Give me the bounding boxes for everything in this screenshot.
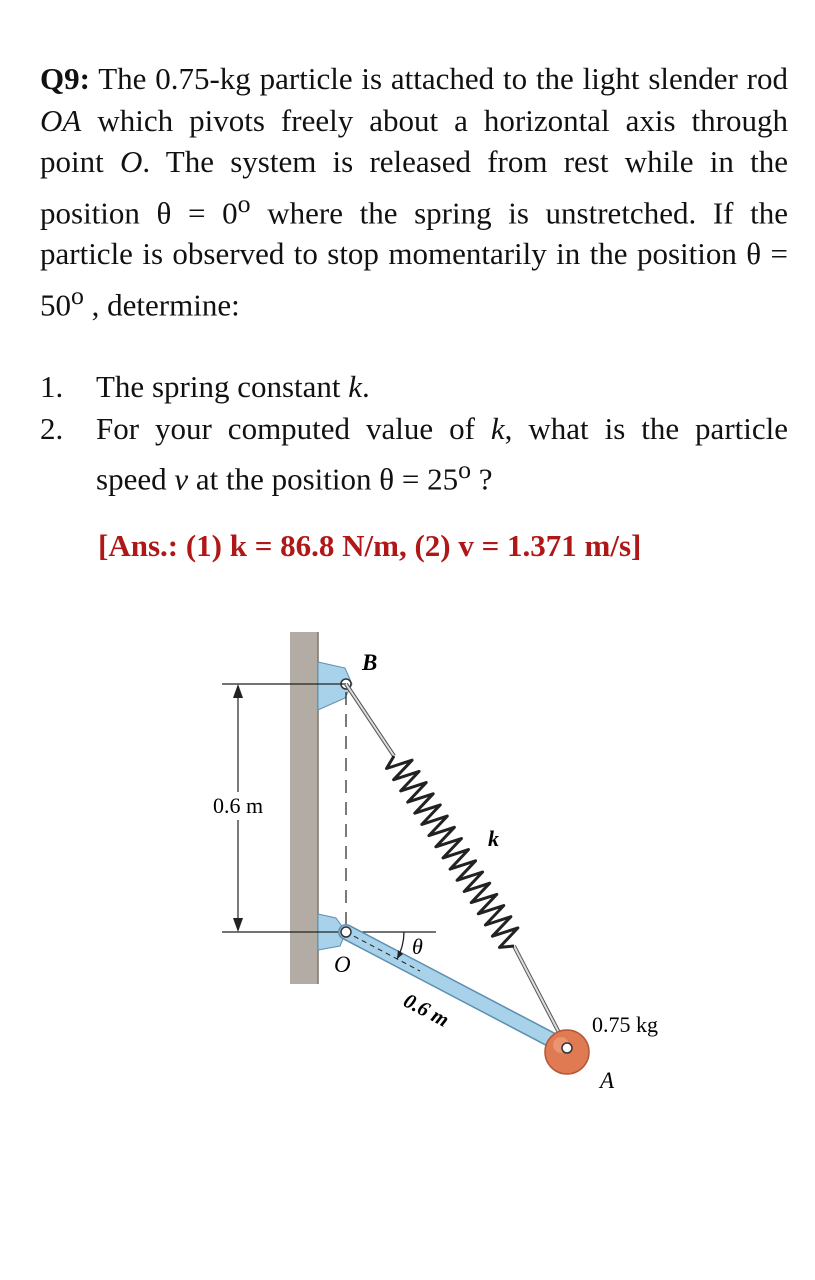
dim-label-vertical: 0.6 m — [212, 793, 264, 818]
list-item — [40, 366, 788, 408]
problem-text: which pivots freely about a horizontal axis through point — [40, 102, 788, 179]
label-mass: 0.75 kg — [592, 1012, 658, 1037]
question-list — [40, 366, 788, 500]
question-text: The spring constant — [96, 369, 349, 404]
wall — [290, 632, 318, 984]
degree-mark: o — [237, 188, 251, 218]
dim-arrow-top — [233, 684, 243, 698]
question-text: For your computed value of — [96, 410, 491, 446]
degree-mark: o — [458, 455, 472, 484]
pin-a — [562, 1043, 572, 1053]
list-number: 1. — [40, 369, 64, 404]
problem-text: . The system is released from rest while in the position θ = 0 — [40, 144, 788, 230]
question-text: . — [362, 369, 370, 404]
problem-text: The 0.75-kg particle is attached to the light slender rod — [89, 61, 788, 96]
problem-statement — [40, 58, 788, 326]
pivot-name: O — [119, 144, 143, 179]
label-o: O — [334, 952, 351, 977]
degree-mark: o — [71, 280, 84, 310]
variable-k: k — [490, 410, 505, 446]
problem-text: where the spring is unstretched. If the particle is observed to stop momentarily in the position θ = 50 — [40, 194, 788, 323]
problem-text: , determine: — [83, 287, 240, 323]
pin-o — [341, 927, 351, 937]
question-text: ? — [471, 461, 493, 497]
label-k: k — [488, 826, 499, 851]
label-theta: θ — [412, 934, 423, 959]
spring-coil — [387, 756, 518, 947]
list-number: 2. — [40, 410, 64, 446]
question-label: Q9: — [40, 61, 90, 96]
question-text: at the position θ = 25 — [188, 461, 459, 497]
question-text: , what is the particle speed — [96, 410, 788, 497]
label-a: A — [600, 1068, 615, 1093]
rod-name: OA — [40, 102, 82, 138]
dim-arrow-bottom — [233, 918, 243, 932]
label-b: B — [362, 650, 378, 675]
mechanism-figure — [0, 620, 815, 1100]
variable-k: k — [348, 369, 363, 404]
list-item — [40, 408, 788, 500]
answer-line: [Ans.: (1) k = 86.8 N/m, (2) v = 1.371 m/s] — [98, 528, 642, 563]
variable-v: v — [174, 461, 189, 497]
figure-svg — [0, 620, 815, 1100]
dim-label-rod: 0.6 m — [399, 988, 454, 1032]
spring-wire-top-highlight — [346, 684, 394, 756]
